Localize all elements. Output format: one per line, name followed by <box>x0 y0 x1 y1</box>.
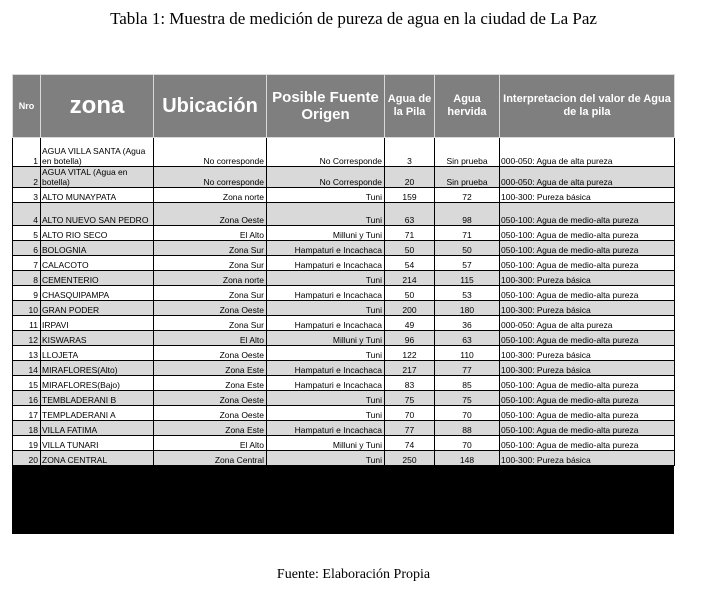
cell-agua-hervida: 180 <box>435 301 500 316</box>
cell-ubicacion: Zona Oeste <box>154 391 267 406</box>
table-body <box>13 138 675 466</box>
cell-no: 13 <box>13 346 41 361</box>
cell-agua-hervida: 57 <box>435 256 500 271</box>
cell-fuente: Tuni <box>267 271 385 286</box>
cell-interpretacion: 100-300: Pureza básica <box>500 271 675 286</box>
cell-agua-hervida: 36 <box>435 316 500 331</box>
table-row <box>13 376 675 391</box>
cell-interpretacion: 050-100: Agua de medio-alta pureza <box>500 391 675 406</box>
table-row <box>13 346 675 361</box>
cell-fuente: Milluni y Tuni <box>267 331 385 346</box>
cell-zona: VILLA TUNARI <box>41 436 154 451</box>
cell-no: 18 <box>13 421 41 436</box>
cell-agua-hervida: 72 <box>435 188 500 203</box>
cell-interpretacion: 050-100: Agua de medio-alta pureza <box>500 331 675 346</box>
cell-agua-hervida: 115 <box>435 271 500 286</box>
cell-no: 19 <box>13 436 41 451</box>
header-ubicacion: Ubicación <box>154 75 267 138</box>
cell-fuente: Hampaturi e Incachaca <box>267 361 385 376</box>
cell-fuente: Milluni y Tuni <box>267 226 385 241</box>
table-row <box>13 391 675 406</box>
cell-agua-pila: 70 <box>385 406 435 421</box>
cell-no: 10 <box>13 301 41 316</box>
cell-interpretacion: 100-300: Pureza básica <box>500 361 675 376</box>
table-row <box>13 421 675 436</box>
cell-agua-pila: 50 <box>385 286 435 301</box>
cell-interpretacion: 050-100: Agua de medio-alta pureza <box>500 436 675 451</box>
cell-fuente: Hampaturi e Incachaca <box>267 376 385 391</box>
cell-fuente: Hampaturi e Incachaca <box>267 286 385 301</box>
cell-no: 15 <box>13 376 41 391</box>
cell-ubicacion: No corresponde <box>154 138 267 167</box>
cell-interpretacion: 100-300: Pureza básica <box>500 346 675 361</box>
cell-agua-hervida: 53 <box>435 286 500 301</box>
cell-ubicacion: Zona Oeste <box>154 406 267 421</box>
cell-ubicacion: Zona norte <box>154 188 267 203</box>
cell-zona: IRPAVI <box>41 316 154 331</box>
header-hervida: Agua hervida <box>435 75 500 138</box>
cell-zona: ALTO MUNAYPATA <box>41 188 154 203</box>
cell-agua-hervida: 110 <box>435 346 500 361</box>
cell-zona: ALTO NUEVO SAN PEDRO <box>41 203 154 226</box>
cell-interpretacion: 000-050: Agua de alta pureza <box>500 316 675 331</box>
cell-agua-pila: 71 <box>385 226 435 241</box>
cell-no: 1 <box>13 138 41 167</box>
cell-fuente: Tuni <box>267 346 385 361</box>
cell-interpretacion: 100-300: Pureza básica <box>500 188 675 203</box>
cell-no: 7 <box>13 256 41 271</box>
cell-agua-pila: 96 <box>385 331 435 346</box>
cell-ubicacion: Zona norte <box>154 271 267 286</box>
cell-agua-hervida: 75 <box>435 391 500 406</box>
cell-interpretacion: 100-300: Pureza básica <box>500 451 675 466</box>
cell-ubicacion: Zona Sur <box>154 256 267 271</box>
cell-interpretacion: 050-100: Agua de medio-alta pureza <box>500 203 675 226</box>
cell-agua-pila: 50 <box>385 241 435 256</box>
cell-agua-pila: 49 <box>385 316 435 331</box>
cell-zona: VILLA FATIMA <box>41 421 154 436</box>
cell-no: 17 <box>13 406 41 421</box>
table-row <box>13 361 675 376</box>
cell-ubicacion: Zona Sur <box>154 316 267 331</box>
cell-no: 4 <box>13 203 41 226</box>
header-zona: zona <box>41 75 154 138</box>
cell-agua-hervida: 85 <box>435 376 500 391</box>
cell-agua-pila: 83 <box>385 376 435 391</box>
table-frame <box>12 74 674 534</box>
cell-fuente: Tuni <box>267 301 385 316</box>
cell-ubicacion: Zona Este <box>154 421 267 436</box>
cell-agua-pila: 63 <box>385 203 435 226</box>
table-row <box>13 451 675 466</box>
table-row <box>13 138 675 167</box>
table-row <box>13 203 675 226</box>
cell-interpretacion: 050-100: Agua de medio-alta pureza <box>500 256 675 271</box>
cell-ubicacion: El Alto <box>154 331 267 346</box>
table-row <box>13 316 675 331</box>
cell-zona: MIRAFLORES(Bajo) <box>41 376 154 391</box>
cell-fuente: Hampaturi e Incachaca <box>267 421 385 436</box>
cell-fuente: Tuni <box>267 391 385 406</box>
cell-ubicacion: Zona Oeste <box>154 346 267 361</box>
cell-agua-hervida: 77 <box>435 361 500 376</box>
cell-zona: ALTO RIO SECO <box>41 226 154 241</box>
cell-zona: CALACOTO <box>41 256 154 271</box>
table-row <box>13 256 675 271</box>
cell-agua-pila: 159 <box>385 188 435 203</box>
cell-ubicacion: El Alto <box>154 226 267 241</box>
cell-agua-pila: 3 <box>385 138 435 167</box>
cell-fuente: Hampaturi e Incachaca <box>267 241 385 256</box>
cell-agua-pila: 77 <box>385 421 435 436</box>
table-row <box>13 167 675 188</box>
cell-interpretacion: 000-050: Agua de alta pureza <box>500 138 675 167</box>
cell-fuente: Hampaturi e Incachaca <box>267 316 385 331</box>
table-row <box>13 226 675 241</box>
cell-agua-pila: 75 <box>385 391 435 406</box>
cell-interpretacion: 050-100: Agua de medio-alta pureza <box>500 226 675 241</box>
cell-no: 6 <box>13 241 41 256</box>
cell-agua-pila: 200 <box>385 301 435 316</box>
cell-zona: BOLOGNIA <box>41 241 154 256</box>
cell-fuente: No Corresponde <box>267 138 385 167</box>
cell-zona: TEMBLADERANI B <box>41 391 154 406</box>
cell-zona: AGUA VILLA SANTA (Agua en botella) <box>41 138 154 167</box>
header-no: Nro <box>13 75 41 138</box>
cell-fuente: Tuni <box>267 188 385 203</box>
table-row <box>13 286 675 301</box>
cell-fuente: Tuni <box>267 451 385 466</box>
cell-interpretacion: 050-100: Agua de medio-alta pureza <box>500 376 675 391</box>
cell-no: 9 <box>13 286 41 301</box>
table-row <box>13 241 675 256</box>
cell-agua-hervida: 88 <box>435 421 500 436</box>
cell-agua-pila: 214 <box>385 271 435 286</box>
cell-agua-hervida: 98 <box>435 203 500 226</box>
cell-zona: KISWARAS <box>41 331 154 346</box>
cell-interpretacion: 100-300: Pureza básica <box>500 301 675 316</box>
cell-ubicacion: El Alto <box>154 436 267 451</box>
cell-no: 14 <box>13 361 41 376</box>
cell-agua-hervida: Sin prueba <box>435 167 500 188</box>
cell-interpretacion: 050-100: Agua de medio-alta pureza <box>500 421 675 436</box>
cell-ubicacion: Zona Sur <box>154 286 267 301</box>
cell-ubicacion: Zona Este <box>154 361 267 376</box>
cell-agua-hervida: 63 <box>435 331 500 346</box>
cell-no: 11 <box>13 316 41 331</box>
cell-agua-hervida: 71 <box>435 226 500 241</box>
header-interpretacion: Interpretacion del valor de Agua de la pila <box>500 75 675 138</box>
cell-ubicacion: Zona Central <box>154 451 267 466</box>
cell-fuente: No Corresponde <box>267 167 385 188</box>
cell-fuente: Tuni <box>267 203 385 226</box>
cell-zona: GRAN PODER <box>41 301 154 316</box>
cell-zona: LLOJETA <box>41 346 154 361</box>
header-pila: Agua de la Pila <box>385 75 435 138</box>
table-row <box>13 301 675 316</box>
cell-no: 8 <box>13 271 41 286</box>
table-header-row <box>13 75 675 138</box>
cell-fuente: Milluni y Tuni <box>267 436 385 451</box>
cell-ubicacion: Zona Este <box>154 376 267 391</box>
cell-no: 16 <box>13 391 41 406</box>
cell-interpretacion: 050-100: Agua de medio-alta pureza <box>500 406 675 421</box>
cell-ubicacion: Zona Oeste <box>154 301 267 316</box>
cell-fuente: Hampaturi e Incachaca <box>267 256 385 271</box>
table-source: Fuente: Elaboración Propia <box>276 567 431 582</box>
cell-agua-pila: 54 <box>385 256 435 271</box>
cell-zona: TEMPLADERANI A <box>41 406 154 421</box>
header-fuente: Posible Fuente Origen <box>267 75 385 138</box>
cell-ubicacion: Zona Oeste <box>154 203 267 226</box>
cell-zona: MIRAFLORES(Alto) <box>41 361 154 376</box>
table-row <box>13 436 675 451</box>
cell-zona: CHASQUIPAMPA <box>41 286 154 301</box>
table-row <box>13 331 675 346</box>
cell-agua-hervida: Sin prueba <box>435 138 500 167</box>
cell-no: 12 <box>13 331 41 346</box>
water-purity-table <box>12 74 675 466</box>
cell-agua-pila: 250 <box>385 451 435 466</box>
cell-agua-hervida: 70 <box>435 436 500 451</box>
cell-interpretacion: 050-100: Agua de medio-alta pureza <box>500 286 675 301</box>
cell-agua-hervida: 70 <box>435 406 500 421</box>
cell-agua-hervida: 50 <box>435 241 500 256</box>
cell-interpretacion: 000-050: Agua de alta pureza <box>500 167 675 188</box>
table-row <box>13 271 675 286</box>
cell-zona: ZONA CENTRAL <box>41 451 154 466</box>
cell-agua-pila: 217 <box>385 361 435 376</box>
cell-no: 3 <box>13 188 41 203</box>
cell-agua-pila: 20 <box>385 167 435 188</box>
cell-no: 20 <box>13 451 41 466</box>
cell-agua-pila: 74 <box>385 436 435 451</box>
cell-zona: CEMENTERIO <box>41 271 154 286</box>
table-caption: Tabla 1: Muestra de medición de pureza de agua en la ciudad de La Paz <box>110 9 597 28</box>
cell-agua-pila: 122 <box>385 346 435 361</box>
cell-no: 5 <box>13 226 41 241</box>
table-row <box>13 406 675 421</box>
cell-fuente: Tuni <box>267 406 385 421</box>
cell-interpretacion: 050-100: Agua de medio-alta pureza <box>500 241 675 256</box>
cell-no: 2 <box>13 167 41 188</box>
cell-agua-hervida: 148 <box>435 451 500 466</box>
cell-ubicacion: Zona Sur <box>154 241 267 256</box>
cell-ubicacion: No corresponde <box>154 167 267 188</box>
table-row <box>13 188 675 203</box>
cell-zona: AGUA VITAL (Agua en botella) <box>41 167 154 188</box>
